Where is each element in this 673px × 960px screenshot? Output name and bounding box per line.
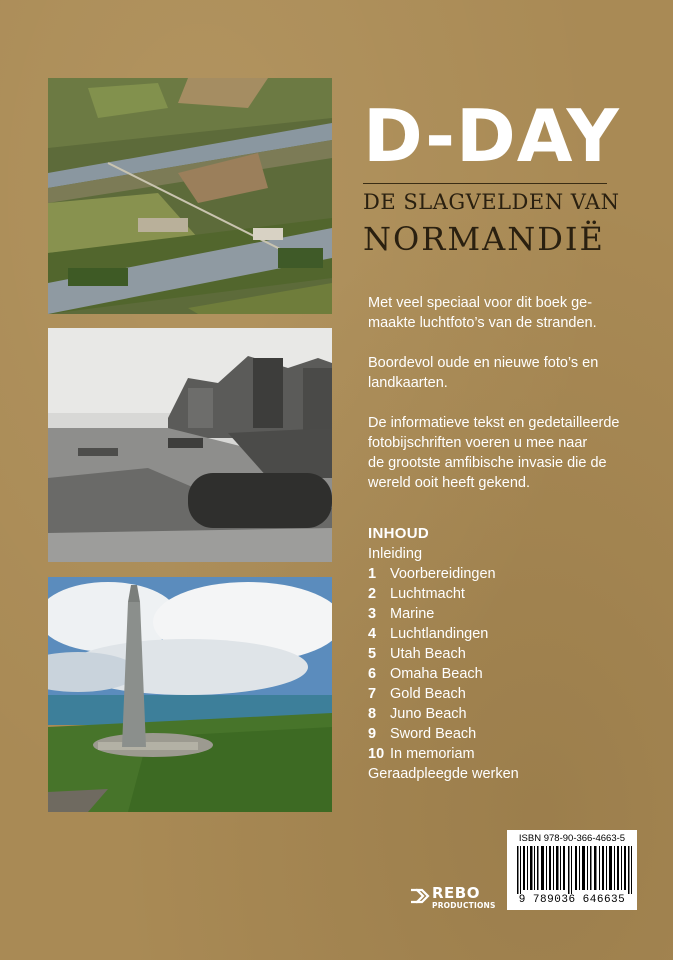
chapter-title: In memoriam — [390, 746, 475, 762]
contents-item — [368, 644, 638, 664]
chapter-number: 4 — [368, 626, 377, 642]
publisher-mark-icon — [408, 885, 430, 907]
photo-monument-obelisk — [48, 577, 332, 812]
blurb-line: De informatieve tekst en gedetailleerde — [368, 415, 620, 431]
chapter-number: 9 — [368, 726, 377, 742]
barcode-digits: 9 789036 646635 — [518, 894, 626, 906]
blurb-paragraph-1 — [368, 293, 633, 333]
chapter-title: Luchtmacht — [390, 586, 465, 602]
blurb-line: fotobijschriften voeren u mee naar — [368, 435, 588, 451]
barcode-bars — [515, 846, 633, 894]
contents-item — [368, 604, 638, 624]
contents-intro: Inleiding — [368, 546, 423, 562]
contents-item — [368, 684, 638, 704]
chapter-title: Omaha Beach — [390, 666, 483, 682]
contents-item — [368, 664, 638, 684]
publisher-logo — [408, 882, 508, 914]
historic-photo-beach-ruins — [48, 328, 332, 562]
chapter-number: 1 — [368, 566, 377, 582]
chapter-number: 3 — [368, 606, 377, 622]
publisher-subtitle: PRODUCTIONS — [432, 901, 496, 910]
chapter-title: Luchtlandingen — [390, 626, 489, 642]
contents-item — [368, 744, 638, 764]
chapter-title: Marine — [390, 606, 435, 622]
chapter-title: Sword Beach — [390, 726, 477, 742]
contents-item — [368, 704, 638, 724]
chapter-number: 5 — [368, 646, 377, 662]
blurb-line: wereld ooit heeft gekend. — [368, 475, 531, 491]
isbn-number: ISBN 978-90-366-4663-5 — [518, 833, 626, 844]
contents-heading: INHOUD — [368, 525, 429, 542]
blurb-line: de grootste amfibische invasie die de — [368, 455, 607, 471]
chapter-number: 6 — [368, 666, 377, 682]
blurb-line: maakte luchtfoto’s van de stranden. — [368, 315, 597, 331]
chapter-number: 10 — [368, 746, 385, 762]
contents-item — [368, 584, 638, 604]
chapter-number: 8 — [368, 706, 377, 722]
contents-item — [368, 624, 638, 644]
chapter-title: Gold Beach — [390, 686, 466, 702]
chapter-number: 7 — [368, 686, 377, 702]
book-title: D-DAY — [363, 94, 620, 178]
blurb-paragraph-3 — [368, 413, 633, 493]
contents-item — [368, 724, 638, 744]
blurb-paragraph-2 — [368, 353, 633, 393]
title-divider — [363, 183, 607, 184]
publisher-name: REBO — [432, 884, 480, 902]
chapter-title: Utah Beach — [390, 646, 466, 662]
blurb-line: landkaarten. — [368, 375, 448, 391]
isbn-barcode — [507, 830, 637, 910]
chapter-number: 2 — [368, 586, 377, 602]
blurb-line: Boordevol oude en nieuwe foto’s en — [368, 355, 599, 371]
aerial-photo-river-bridge — [48, 78, 332, 314]
chapter-title: Voorbereidingen — [390, 566, 496, 582]
chapter-title: Juno Beach — [390, 706, 467, 722]
blurb-line: Met veel speciaal voor dit boek ge- — [368, 295, 593, 311]
contents-outro: Geraadpleegde werken — [368, 766, 519, 782]
contents-list — [368, 544, 638, 784]
book-subtitle-line2: NORMANDIË — [363, 220, 605, 258]
contents-item — [368, 564, 638, 584]
book-subtitle-line1: DE SLAGVELDEN VAN — [363, 190, 620, 214]
